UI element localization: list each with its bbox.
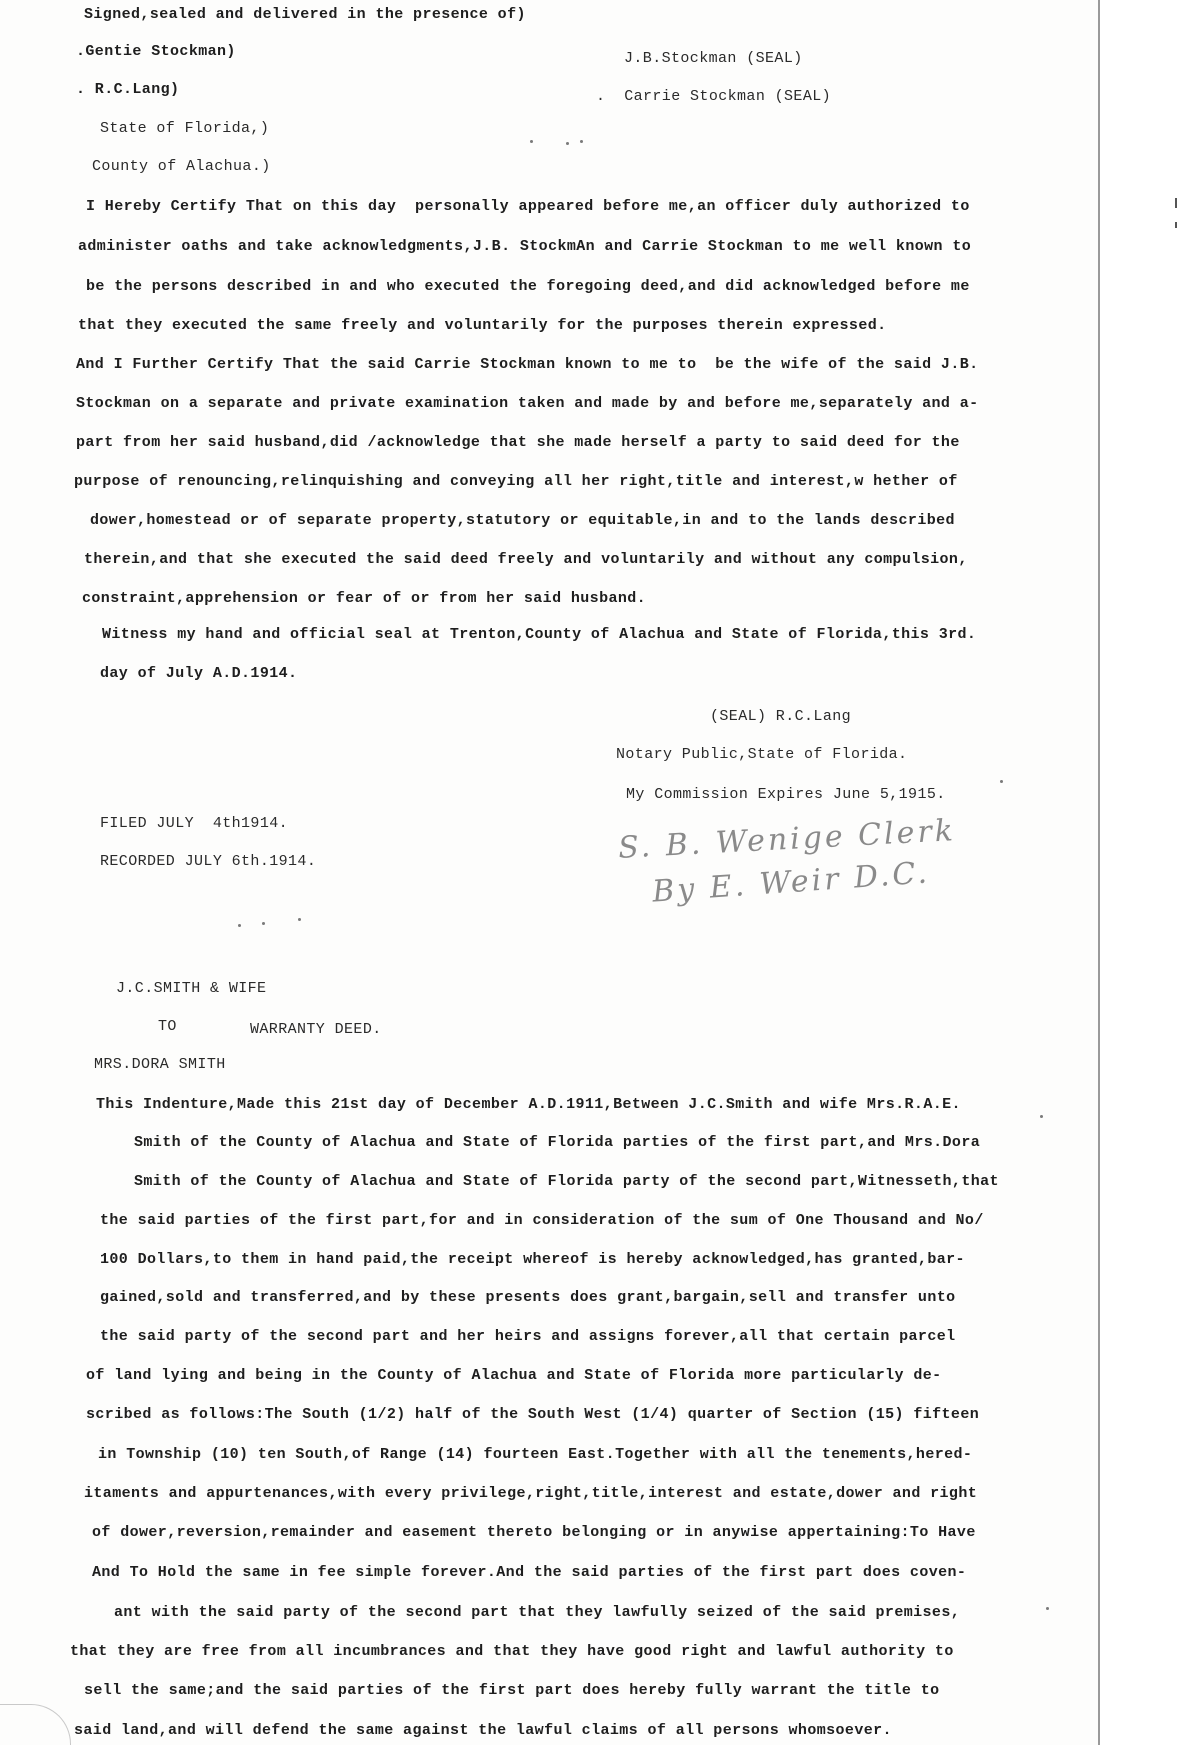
margin-mark (1175, 222, 1177, 228)
deed-line: said land,and will defend the same against the lawful claims of all persons whomsoever. (74, 1722, 892, 1739)
scan-speck (566, 142, 569, 145)
deed-line: sell the same;and the said parties of the first part does hereby fully warrant the title to (84, 1682, 940, 1699)
ack-line: constraint,apprehension or fear of or from her said husband. (82, 590, 647, 607)
witness-1: .Gentie Stockman) (76, 43, 236, 60)
ack-line: be the persons described in and who executed the foregoing deed,and did acknowledged before me (86, 278, 970, 295)
ack-line: that they executed the same freely and voluntarily for the purposes therein expressed. (78, 317, 887, 334)
deed-to: TO (158, 1018, 177, 1035)
filed-date: FILED JULY 4th1914. (100, 815, 289, 832)
margin-mark (1175, 198, 1177, 208)
deed-line: ant with the said party of the second part that they lawfully seized of the said premises, (114, 1604, 961, 1621)
venue-state: State of Florida,) (100, 120, 270, 137)
deed-grantor: J.C.SMITH & WIFE (116, 980, 267, 997)
deed-line: the said parties of the first part,for and in consideration of the sum of One Thousand and No/ (100, 1212, 984, 1229)
ack-line: therein,and that she executed the said deed freely and voluntarily and without any compulsion, (84, 551, 968, 568)
ack-line: day of July A.D.1914. (100, 665, 298, 682)
scan-speck (1040, 1115, 1043, 1118)
scan-speck (262, 922, 265, 925)
deed-line: gained,sold and transferred,and by these presents does grant,bargain,sell and transfer unto (100, 1289, 956, 1306)
ack-line: Witness my hand and official seal at Trenton,County of Alachua and State of Florida,this 3rd. (102, 626, 977, 643)
deed-line: of land lying and being in the County of Alachua and State of Florida more particularly de- (86, 1367, 942, 1384)
scan-speck (1046, 1607, 1049, 1610)
scan-speck (530, 140, 533, 143)
scan-speck (580, 140, 583, 143)
deed-line: itaments and appurtenances,with every privilege,right,title,interest and estate,dower and right (84, 1485, 978, 1502)
venue-county: County of Alachua.) (92, 158, 271, 175)
signer-1: J.B.Stockman (SEAL) (624, 50, 803, 67)
ack-line: I Hereby Certify That on this day personally appeared before me,an officer duly authorized to (86, 198, 970, 215)
witness-2: . R.C.Lang) (76, 81, 180, 98)
deed-line: in Township (10) ten South,of Range (14) fourteen East.Together with all the tenements,hered- (98, 1446, 973, 1463)
ack-line: administer oaths and take acknowledgments,J.B. StockmAn and Carrie Stockman to me well known to (78, 238, 972, 255)
deed-line: 100 Dollars,to them in hand paid,the receipt whereof is hereby acknowledged,has granted,bar- (100, 1251, 965, 1268)
deed-grantee: MRS.DORA SMITH (94, 1056, 226, 1073)
signer-2: . Carrie Stockman (SEAL) (596, 88, 832, 105)
ack-line: Stockman on a separate and private examination taken and made by and before me,separately and a- (76, 395, 979, 412)
page-curl (0, 1704, 71, 1745)
clerk-signature-line-1: S. B. Wenige Clerk (617, 813, 957, 866)
notary-title: Notary Public,State of Florida. (616, 746, 908, 763)
clerk-signature-line-2: By E. Weir D.C. (651, 855, 931, 910)
witness-intro: Signed,sealed and delivered in the presence of) (84, 6, 526, 23)
deed-line: the said party of the second part and her heirs and assigns forever,all that certain parcel (100, 1328, 956, 1345)
deed-type: WARRANTY DEED. (250, 1021, 382, 1038)
deed-line: This Indenture,Made this 21st day of December A.D.1911,Between J.C.Smith and wife Mrs.R.A.E. (96, 1096, 961, 1113)
ack-line: dower,homestead or of separate property,statutory or equitable,in and to the lands described (90, 512, 955, 529)
scan-speck (238, 924, 241, 927)
deed-line: And To Hold the same in fee simple forever.And the said parties of the first part does coven- (92, 1564, 967, 1581)
ack-line: part from her said husband,did /acknowledge that she made herself a party to said deed for the (76, 434, 960, 451)
deed-line: that they are free from all incumbrances and that they have good right and lawful authority to (70, 1643, 954, 1660)
recorded-date: RECORDED JULY 6th.1914. (100, 853, 317, 870)
deed-line: scribed as follows:The South (1/2) half of the South West (1/4) quarter of Section (15) fifteen (86, 1406, 980, 1423)
ack-line: purpose of renouncing,relinquishing and conveying all her right,title and interest,w hether of (74, 473, 958, 490)
scan-speck (298, 918, 301, 921)
ack-line: And I Further Certify That the said Carrie Stockman known to me to be the wife of the said J.B. (76, 356, 979, 373)
scan-speck (1000, 780, 1003, 783)
deed-line: Smith of the County of Alachua and State of Florida parties of the first part,and Mrs.Dora (134, 1134, 981, 1151)
notary-commission: My Commission Expires June 5,1915. (626, 786, 946, 803)
deed-line: Smith of the County of Alachua and State of Florida party of the second part,Witnesseth,that (134, 1173, 999, 1190)
notary-seal-name: (SEAL) R.C.Lang (710, 708, 852, 725)
deed-line: of dower,reversion,remainder and easement thereto belonging or in anywise appertaining:To Have (92, 1524, 976, 1541)
